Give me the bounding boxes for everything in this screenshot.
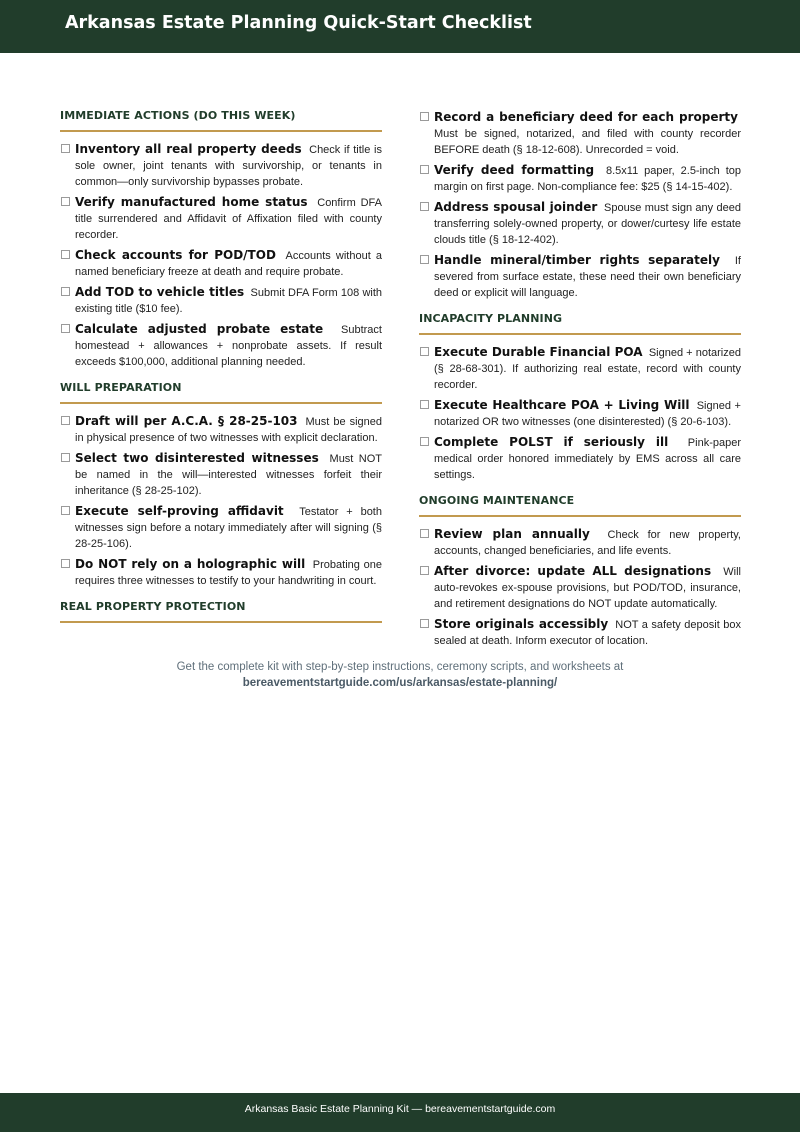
section-title: REAL PROPERTY PROTECTION — [60, 600, 382, 623]
checklist-item — [60, 450, 382, 499]
item-title: Handle mineral/timber rights separately — [434, 253, 720, 267]
checklist-item — [419, 434, 741, 483]
cta-text: Get the complete kit with step-by-step instructions, ceremony scripts, and worksheets at — [176, 661, 624, 673]
item-description: If severed from surface estate, these need their own beneficiary deed or explicit will language. — [434, 255, 741, 299]
item-title: Inventory all real property deeds — [75, 142, 302, 156]
item-description: Check if title is sole owner, joint tenants with survivorship, or tenants in common—only survivorship bypasses probate. — [75, 144, 382, 188]
checkbox[interactable] — [61, 197, 70, 206]
checklist-item — [419, 526, 741, 559]
item-title: Draft will per A.C.A. § 28-25-103 — [75, 414, 298, 428]
item-title: Execute self-proving affidavit — [75, 504, 284, 518]
checklist-item — [419, 344, 741, 393]
checklist-item — [419, 199, 741, 248]
item-title: Verify manufactured home status — [75, 195, 308, 209]
footer-text: Arkansas Basic Estate Planning Kit — bereavementstartguide.com — [244, 1103, 556, 1115]
checkbox[interactable] — [61, 506, 70, 515]
item-description: Confirm DFA title surrendered and Affidavit of Affixation filed with county recorder. — [75, 197, 382, 241]
item-description: Will auto-revokes ex-spouse provisions, but POD/TOD, insurance, and retirement designations do NOT update automatically. — [434, 566, 741, 610]
item-description: Must be signed in physical presence of two witnesses with explicit declaration. — [75, 416, 382, 444]
left-column — [60, 109, 382, 632]
checklist-section — [60, 600, 382, 623]
checklist-item — [60, 556, 382, 589]
item-title: Review plan annually — [434, 527, 590, 541]
checkbox[interactable] — [61, 416, 70, 425]
checklist-item — [60, 284, 382, 317]
checklist-section — [419, 109, 741, 301]
item-title: Do NOT rely on a holographic will — [75, 557, 306, 571]
checkbox[interactable] — [420, 529, 429, 538]
checklist-item — [419, 109, 741, 158]
item-description: Accounts without a named beneficiary freeze at death and require probate. — [75, 250, 382, 278]
item-title: Store originals accessibly — [434, 617, 609, 631]
checkbox[interactable] — [61, 144, 70, 153]
checkbox[interactable] — [420, 255, 429, 264]
item-title: Complete POLST if seriously ill — [434, 435, 669, 449]
item-title: Record a beneficiary deed for each property — [434, 110, 738, 124]
item-description: Signed + notarized (§ 28-68-301). If authorizing real estate, record with county recorder. — [434, 347, 741, 391]
checkbox[interactable] — [420, 112, 429, 121]
item-description: Signed + notarized OR two witnesses (one disinterested) (§ 20-6-103). — [434, 400, 741, 428]
item-description: Check for new property, accounts, changed beneficiaries, and life events. — [434, 529, 741, 557]
checklist-item — [60, 247, 382, 280]
checkbox[interactable] — [420, 202, 429, 211]
item-description: Submit DFA Form 108 with existing title ($10 fee). — [75, 287, 383, 315]
section-title: INCAPACITY PLANNING — [419, 312, 741, 335]
checkbox[interactable] — [420, 165, 429, 174]
checklist-item — [60, 413, 382, 446]
checklist-item — [419, 616, 741, 649]
item-description: 8.5x11 paper, 2.5-inch top margin on first page. Non-compliance fee: $25 (§ 14-15-402). — [434, 165, 741, 193]
checkbox[interactable] — [61, 559, 70, 568]
checkbox[interactable] — [61, 250, 70, 259]
page-header — [0, 0, 800, 53]
checkbox[interactable] — [420, 437, 429, 446]
checklist-section — [60, 109, 382, 370]
item-title: Execute Healthcare POA + Living Will — [434, 398, 690, 412]
checkbox[interactable] — [420, 619, 429, 628]
item-title: After divorce: update ALL designations — [434, 564, 712, 578]
item-description: Pink-paper medical order honored immediately by EMS across all care settings. — [434, 437, 741, 481]
checkbox[interactable] — [61, 324, 70, 333]
checklist-section — [419, 494, 741, 649]
checklist-item — [60, 321, 382, 370]
page-title: Arkansas Estate Planning Quick-Start Checklist — [65, 13, 532, 33]
item-description: Spouse must sign any deed transferring solely-owned property, or dower/curtesy life estate clouds title (§ 18-12-402). — [434, 202, 741, 246]
checkbox[interactable] — [420, 347, 429, 356]
item-title: Check accounts for POD/TOD — [75, 248, 276, 262]
item-title: Verify deed formatting — [434, 163, 595, 177]
item-title: Calculate adjusted probate estate — [75, 322, 324, 336]
cta-link[interactable]: bereavementstartguide.com/us/arkansas/estate-planning/ — [242, 677, 558, 689]
checkbox[interactable] — [420, 566, 429, 575]
section-title: ONGOING MAINTENANCE — [419, 494, 741, 517]
item-description: Testator + both witnesses sign before a notary immediately after will signing (§ 28-25-106). — [75, 506, 382, 550]
item-description: Subtract homestead + allowances + nonprobate assets. If result exceeds $100,000, additional planning needed. — [75, 324, 382, 368]
page-footer — [0, 1093, 800, 1132]
checklist-item — [419, 252, 741, 301]
section-title: IMMEDIATE ACTIONS (DO THIS WEEK) — [60, 109, 382, 132]
right-column — [419, 109, 741, 653]
checklist-item — [60, 194, 382, 243]
checklist-item — [419, 563, 741, 612]
checklist-section — [419, 312, 741, 483]
checkbox[interactable] — [61, 453, 70, 462]
checklist-item — [60, 503, 382, 552]
checklist-item — [419, 397, 741, 430]
call-to-action — [0, 659, 800, 691]
item-description: Must NOT be named in the will—interested witnesses forfeit their inheritance (§ 28-25-102). — [75, 453, 382, 497]
item-title: Add TOD to vehicle titles — [75, 285, 245, 299]
checklist-section — [60, 381, 382, 589]
item-title: Select two disinterested witnesses — [75, 451, 319, 465]
item-description: Probating one requires three witnesses to testify to your handwriting in court. — [75, 559, 382, 587]
checkbox[interactable] — [420, 400, 429, 409]
section-title: WILL PREPARATION — [60, 381, 382, 404]
item-description: Must be signed, notarized, and filed with county recorder BEFORE death (§ 18-12-608). Unrecorded = void. — [434, 128, 741, 156]
checklist-item — [419, 162, 741, 195]
checkbox[interactable] — [61, 287, 70, 296]
item-description: NOT a safety deposit box sealed at death. Inform executor of location. — [434, 619, 741, 647]
checklist-item — [60, 141, 382, 190]
item-title: Address spousal joinder — [434, 200, 598, 214]
item-title: Execute Durable Financial POA — [434, 345, 643, 359]
